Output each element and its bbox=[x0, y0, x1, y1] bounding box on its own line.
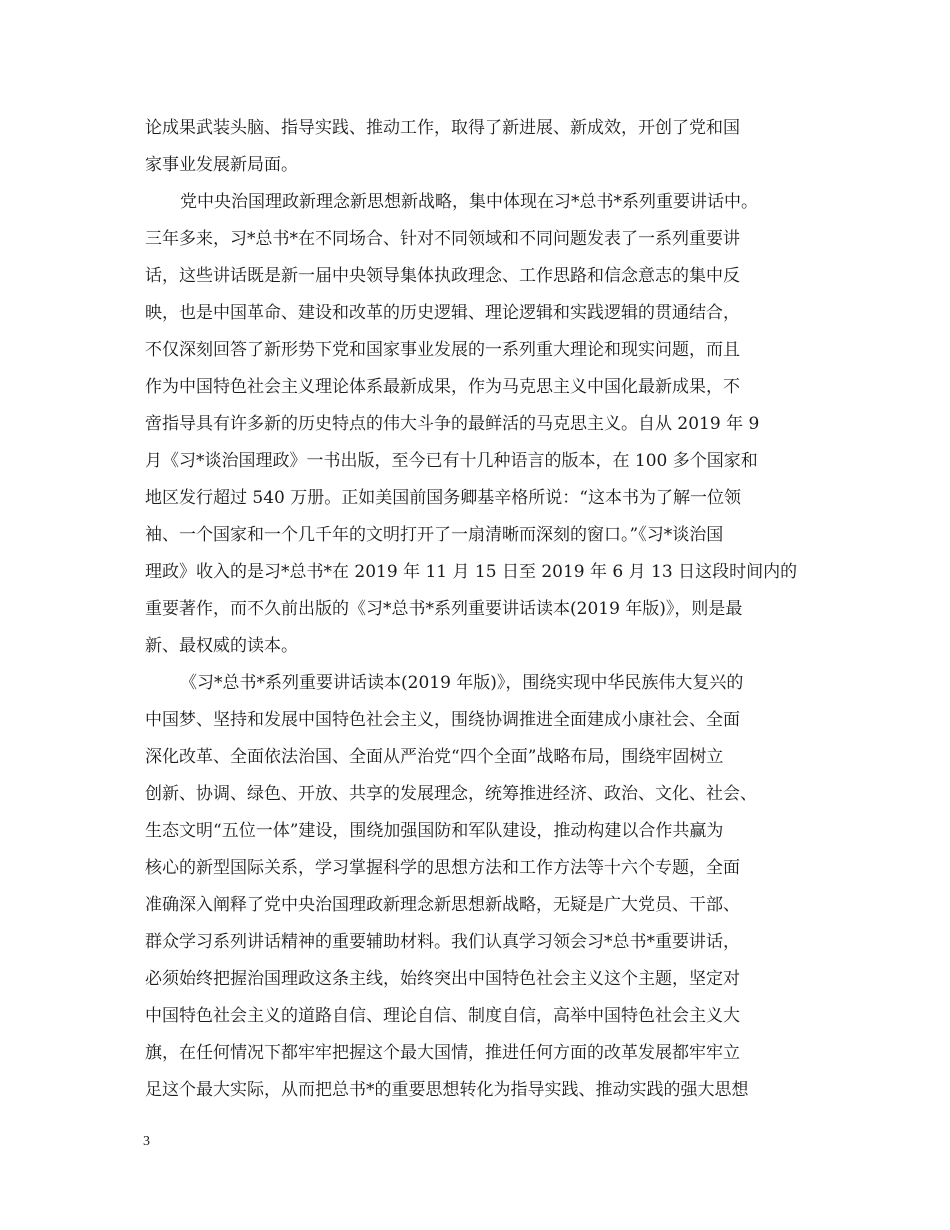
text-line: 不仅深刻回答了新形势下党和国家事业发展的一系列重大理论和现实问题，而且 bbox=[145, 340, 740, 360]
text-line: 中国梦、坚持和发展中国特色社会主义，围绕协调推进全面建成小康社会、全面 bbox=[145, 710, 740, 730]
text-line: 群众学习系列讲话精神的重要辅助材料。我们认真学习领会习*总书*重要讲话， bbox=[145, 932, 740, 952]
page-number: 3 bbox=[143, 1134, 150, 1149]
text-line: 作为中国特色社会主义理论体系最新成果，作为马克思主义中国化最新成果，不 bbox=[145, 377, 740, 397]
text-line: 月《习*谈治国理政》一书出版，至今已有十几种语言的版本，在 100 多个国家和 bbox=[145, 451, 758, 471]
text-line: 旗，在任何情况下都牢牢把握这个最大国情，推进任何方面的改革发展都牢牢立 bbox=[145, 1043, 740, 1063]
text-line: 新、最权威的读本。 bbox=[145, 636, 298, 656]
text-line: 家事业发展新局面。 bbox=[145, 155, 298, 175]
text-line: 理政》收入的是习*总书*在 2019 年 11 月 15 日至 2019 年 6 月 13 日这段时间内的 bbox=[145, 562, 798, 582]
text-line: 啻指导具有许多新的历史特点的伟大斗争的最鲜活的马克思主义。自从 2019 年 9 bbox=[145, 414, 760, 434]
text-line: 论成果武装头脑、指导实践、推动工作，取得了新进展、新成效，开创了党和国 bbox=[145, 118, 740, 138]
text-line: 话，这些讲话既是新一届中央领导集体执政理念、工作思路和信念意志的集中反 bbox=[145, 266, 740, 286]
text-line: 中国特色社会主义的道路自信、理论自信、制度自信，高举中国特色社会主义大 bbox=[145, 1006, 740, 1026]
text-line: 核心的新型国际关系，学习掌握科学的思想方法和工作方法等十六个专题，全面 bbox=[145, 858, 740, 878]
text-line: 生态文明“五位一体”建设，围绕加强国防和军队建设，推动构建以合作共赢为 bbox=[145, 821, 724, 841]
paragraph-start-line: 党中央治国理政新理念新思想新战略，集中体现在习*总书*系列重要讲话中。 bbox=[180, 192, 758, 212]
text-line: 深化改革、全面依法治国、全面从严治党“四个全面”战略布局，围绕牢固树立 bbox=[145, 747, 724, 767]
text-line: 映，也是中国革命、建设和改革的历史逻辑、理论逻辑和实践逻辑的贯通结合， bbox=[145, 303, 740, 323]
text-line: 创新、协调、绿色、开放、共享的发展理念，统筹推进经济、政治、文化、社会、 bbox=[145, 784, 757, 804]
text-line: 重要著作，而不久前出版的《习*总书*系列重要讲话读本(2019 年版)》，则是最 bbox=[145, 599, 743, 619]
text-line: 足这个最大实际，从而把总书*的重要思想转化为指导实践、推动实践的强大思想 bbox=[145, 1080, 749, 1100]
text-line: 袖、一个国家和一个几千年的文明打开了一扇清晰而深刻的窗口。”《习*谈治国 bbox=[145, 525, 724, 545]
text-line: 三年多来，习*总书*在不同场合、针对不同领域和不同问题发表了一系列重要讲 bbox=[145, 229, 740, 249]
paragraph-start-line: 《习*总书*系列重要讲话读本(2019 年版)》，围绕实现中华民族伟大复兴的 bbox=[180, 673, 744, 693]
text-line: 地区发行超过 540 万册。正如美国前国务卿基辛格所说：“这本书为了解一位领 bbox=[145, 488, 741, 508]
text-line: 必须始终把握治国理政这条主线，始终突出中国特色社会主义这个主题，坚定对 bbox=[145, 969, 740, 989]
text-line: 准确深入阐释了党中央治国理政新理念新思想新战略，无疑是广大党员、干部、 bbox=[145, 895, 740, 915]
